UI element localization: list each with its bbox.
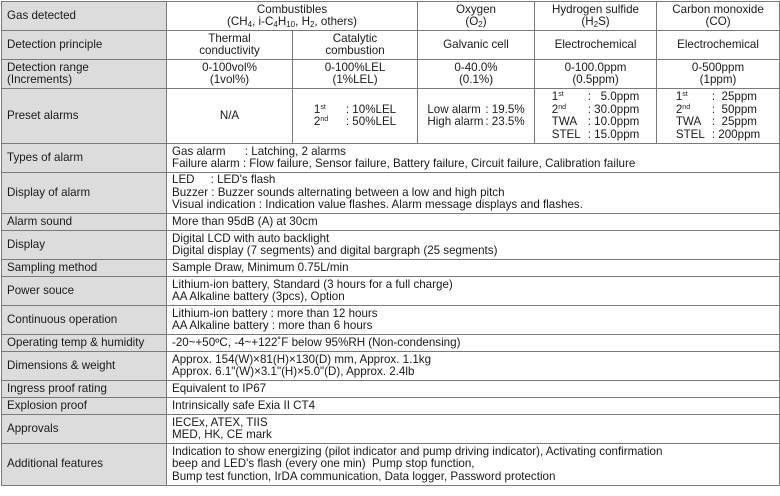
range-thermal-value: 0-100vol% bbox=[202, 60, 257, 74]
row-types-of-alarm bbox=[2, 144, 780, 173]
alarm-value: : 10.0ppm bbox=[587, 115, 640, 128]
label-gas-detected: Gas detected bbox=[2, 2, 167, 31]
principle-thermal-line1: Thermal bbox=[208, 31, 251, 45]
types-of-alarm-gas: Gas alarm : Latching, 2 alarms bbox=[172, 144, 346, 158]
alarm-value: : 30.0ppm bbox=[587, 102, 640, 116]
preset-h2s-stel bbox=[552, 129, 640, 142]
display-of-alarm-visual: Visual indication : Indication value flashes. Alarm message displays and flashes. bbox=[172, 198, 583, 212]
principle-thermal bbox=[167, 31, 293, 60]
label-detection-principle: Detection principle bbox=[2, 31, 167, 60]
operating-temp-value: -20~+50ºC, -4~+122˚F below 95%RH (Non-condensing) bbox=[167, 335, 780, 352]
alarm-key: STEL bbox=[675, 127, 705, 141]
display-line2: Digital display (7 segments) and digital bargraph (25 segments) bbox=[172, 244, 498, 257]
preset-co bbox=[657, 89, 780, 144]
co-formula: (CO) bbox=[705, 15, 731, 28]
types-of-alarm-value bbox=[167, 144, 780, 173]
alarm-sound-value: More than 95dB (A) at 30cm bbox=[167, 214, 780, 231]
alarm-key: 1 bbox=[675, 90, 683, 103]
alarm-key: 2 bbox=[551, 102, 559, 116]
range-oxygen-increment: (0.1%) bbox=[458, 73, 494, 86]
principle-catalytic-line2: combustion bbox=[325, 44, 385, 57]
principle-catalytic-line1: Catalytic bbox=[332, 31, 378, 45]
h2s-title: Hydrogen sulfide bbox=[552, 2, 640, 16]
principle-oxygen: Galvanic cell bbox=[418, 31, 535, 60]
row-explosion bbox=[2, 398, 780, 415]
range-catalytic-value: 0-100%LEL bbox=[324, 60, 386, 74]
principle-catalytic bbox=[293, 31, 418, 60]
label-dimensions: Dimensions & weight bbox=[2, 352, 167, 381]
label-operating-temp: Operating temp & humidity bbox=[2, 335, 167, 352]
power-source-value bbox=[167, 277, 780, 306]
preset-oxygen bbox=[418, 89, 535, 144]
row-detection-range bbox=[2, 60, 780, 89]
alarm-ordinal-suffix: st bbox=[558, 91, 564, 98]
label-types-of-alarm: Types of alarm bbox=[2, 144, 167, 173]
range-h2s-value: 0-100.0ppm bbox=[564, 60, 627, 74]
preset-co-stel bbox=[676, 129, 760, 142]
range-co-value: 0-500ppm bbox=[691, 60, 745, 74]
row-power-source bbox=[2, 277, 780, 306]
row-detection-principle bbox=[2, 31, 780, 60]
principle-h2s: Electrochemical bbox=[535, 31, 657, 60]
co-title: Carbon monoxide bbox=[672, 2, 764, 16]
label-power-source: Power souce bbox=[2, 277, 167, 306]
alarm-value: : 25ppm bbox=[711, 90, 757, 103]
preset-catalytic bbox=[293, 89, 418, 144]
principle-thermal-line2: conductivity bbox=[199, 44, 260, 57]
combustibles-formula: ($CH_4$, $i-C_4H_{10}$, $H_2$, others) bbox=[227, 15, 358, 29]
range-h2s-increment: (0.5ppm) bbox=[572, 73, 619, 86]
alarm-key: TWA bbox=[551, 115, 578, 128]
label-sampling-method: Sampling method bbox=[2, 260, 167, 277]
row-ingress bbox=[2, 381, 780, 398]
header-h2s bbox=[535, 2, 657, 31]
display-line1: Digital LCD with auto backlight bbox=[172, 231, 330, 245]
range-catalytic bbox=[293, 60, 418, 89]
alarm-value: : 23.5% bbox=[485, 115, 525, 128]
alarm-ordinal-suffix: st bbox=[320, 103, 326, 111]
explosion-value: Intrinsically safe Exia II CT4 bbox=[167, 398, 780, 415]
row-approvals bbox=[2, 415, 780, 444]
approvals-line1: IECEx, ATEX, TIIS bbox=[172, 415, 268, 429]
oxygen-formula: $(O_2)$ bbox=[465, 15, 487, 29]
range-co-increment: (1ppm) bbox=[699, 73, 737, 86]
alarm-key: Low alarm bbox=[427, 102, 481, 116]
alarm-key: TWA bbox=[675, 115, 702, 128]
row-dimensions bbox=[2, 352, 780, 381]
label-detection-range-line1: Detection range bbox=[7, 60, 89, 74]
row-additional bbox=[2, 444, 780, 486]
range-thermal-increment: (1vol%) bbox=[209, 73, 250, 86]
range-thermal bbox=[167, 60, 293, 89]
preset-h2s-1st bbox=[552, 91, 640, 104]
alarm-ordinal-suffix: nd bbox=[558, 103, 566, 111]
range-h2s bbox=[535, 60, 657, 89]
alarm-ordinal-suffix: st bbox=[682, 91, 688, 98]
alarm-ordinal: 2 bbox=[313, 115, 321, 128]
alarm-value: : 15.0ppm bbox=[587, 127, 640, 141]
combustibles-title: Combustibles bbox=[256, 2, 328, 16]
continuous-operation-line1: Lithium-ion battery : more than 12 hours bbox=[172, 306, 378, 320]
alarm-key: 1 bbox=[551, 90, 559, 103]
label-detection-range-line2: (Increments) bbox=[7, 73, 73, 86]
row-display-of-alarm bbox=[2, 173, 780, 214]
row-preset-alarms bbox=[2, 89, 780, 144]
alarm-value: : 5.0ppm bbox=[587, 90, 640, 103]
dimensions-imperial: Approx. 6.1"(W)×3.1"(H)×5.0"(D), Approx. 2.4lb bbox=[172, 365, 415, 378]
display-value bbox=[167, 231, 780, 260]
label-explosion: Explosion proof bbox=[2, 398, 167, 415]
alarm-key: 2 bbox=[675, 102, 683, 116]
alarm-value: : 19.5% bbox=[485, 102, 525, 116]
preset-catalytic-alarm-2 bbox=[314, 116, 396, 129]
alarm-value: : 50ppm bbox=[711, 102, 757, 116]
label-approvals: Approvals bbox=[2, 415, 167, 444]
dimensions-metric: Approx. 154(W)×81(H)×130(D) mm, Approx. 1.1kg bbox=[172, 352, 432, 366]
preset-co-1st bbox=[676, 91, 760, 104]
additional-line3: Bump test function, IrDA communication, Data logger, Password protection bbox=[172, 469, 556, 483]
dimensions-value bbox=[167, 352, 780, 381]
continuous-operation-line2: AA Alkaline battery : more than 6 hours bbox=[172, 319, 373, 332]
label-display-of-alarm: Display of alarm bbox=[2, 173, 167, 214]
continuous-operation-value bbox=[167, 306, 780, 335]
range-oxygen bbox=[418, 60, 535, 89]
display-of-alarm-led: LED : LED's flash bbox=[172, 173, 276, 187]
range-oxygen-value: 0-40.0% bbox=[454, 60, 498, 74]
sampling-method-value: Sample Draw, Minimum 0.75L/min bbox=[167, 260, 780, 277]
row-sampling-method bbox=[2, 260, 780, 277]
range-co bbox=[657, 60, 780, 89]
alarm-key: STEL bbox=[551, 127, 581, 141]
preset-h2s bbox=[535, 89, 657, 144]
header-oxygen bbox=[418, 2, 535, 31]
row-display bbox=[2, 231, 780, 260]
header-combustibles bbox=[167, 2, 418, 31]
row-alarm-sound bbox=[2, 214, 780, 231]
row-operating-temp bbox=[2, 335, 780, 352]
approvals-line2: MED, HK, CE mark bbox=[172, 428, 272, 441]
oxygen-title: Oxygen bbox=[456, 2, 496, 16]
alarm-ordinal-suffix: nd bbox=[682, 103, 691, 111]
label-alarm-sound: Alarm sound bbox=[2, 214, 167, 231]
label-continuous-operation: Continuous operation bbox=[2, 306, 167, 335]
alarm-key: High alarm bbox=[427, 115, 484, 128]
alarm-value: : 50%LEL bbox=[345, 115, 397, 128]
alarm-ordinal-suffix: nd bbox=[320, 116, 329, 123]
range-catalytic-increment: (1%LEL) bbox=[332, 73, 378, 86]
types-of-alarm-failure: Failure alarm : Flow failure, Sensor failure, Battery failure, Circuit failure, Calibration failure bbox=[172, 157, 636, 170]
display-of-alarm-buzzer: Buzzer : Buzzer sounds alternating between a low and high pitch bbox=[172, 185, 505, 199]
header-co bbox=[657, 2, 780, 31]
alarm-value: : 25ppm bbox=[711, 115, 757, 128]
preset-thermal: N/A bbox=[167, 89, 293, 144]
display-of-alarm-value bbox=[167, 173, 780, 214]
preset-co-twa bbox=[676, 116, 760, 129]
alarm-value: : 200ppm bbox=[711, 127, 761, 141]
power-source-line2: AA Alkaline battery (3pcs), Option bbox=[172, 290, 345, 303]
power-source-line1: Lithium-ion battery, Standard (3 hours for a full charge) bbox=[172, 277, 453, 291]
alarm-value: : 10%LEL bbox=[345, 102, 397, 116]
label-detection-range bbox=[2, 60, 167, 89]
spec-table bbox=[1, 1, 780, 486]
alarm-ordinal: 1 bbox=[313, 102, 321, 116]
additional-value bbox=[167, 444, 780, 486]
h2s-formula: $(H_2S)$ bbox=[581, 15, 610, 29]
label-ingress: Ingress proof rating bbox=[2, 381, 167, 398]
preset-h2s-twa bbox=[552, 116, 640, 129]
label-display: Display bbox=[2, 231, 167, 260]
ingress-value: Equivalent to IP67 bbox=[167, 381, 780, 398]
label-additional: Additional features bbox=[2, 444, 167, 486]
row-gas-detected bbox=[2, 2, 780, 31]
additional-line2: beep and LED's flash (every one min) Pump stop function, bbox=[172, 457, 475, 471]
row-continuous-operation bbox=[2, 306, 780, 335]
approvals-value bbox=[167, 415, 780, 444]
preset-oxygen-high bbox=[427, 116, 524, 129]
label-preset-alarms: Preset alarms bbox=[2, 89, 167, 144]
additional-line1: Indication to show energizing (pilot indicator and pump driving indicator), Activating confirmation bbox=[172, 444, 663, 458]
principle-co: Electrochemical bbox=[657, 31, 780, 60]
